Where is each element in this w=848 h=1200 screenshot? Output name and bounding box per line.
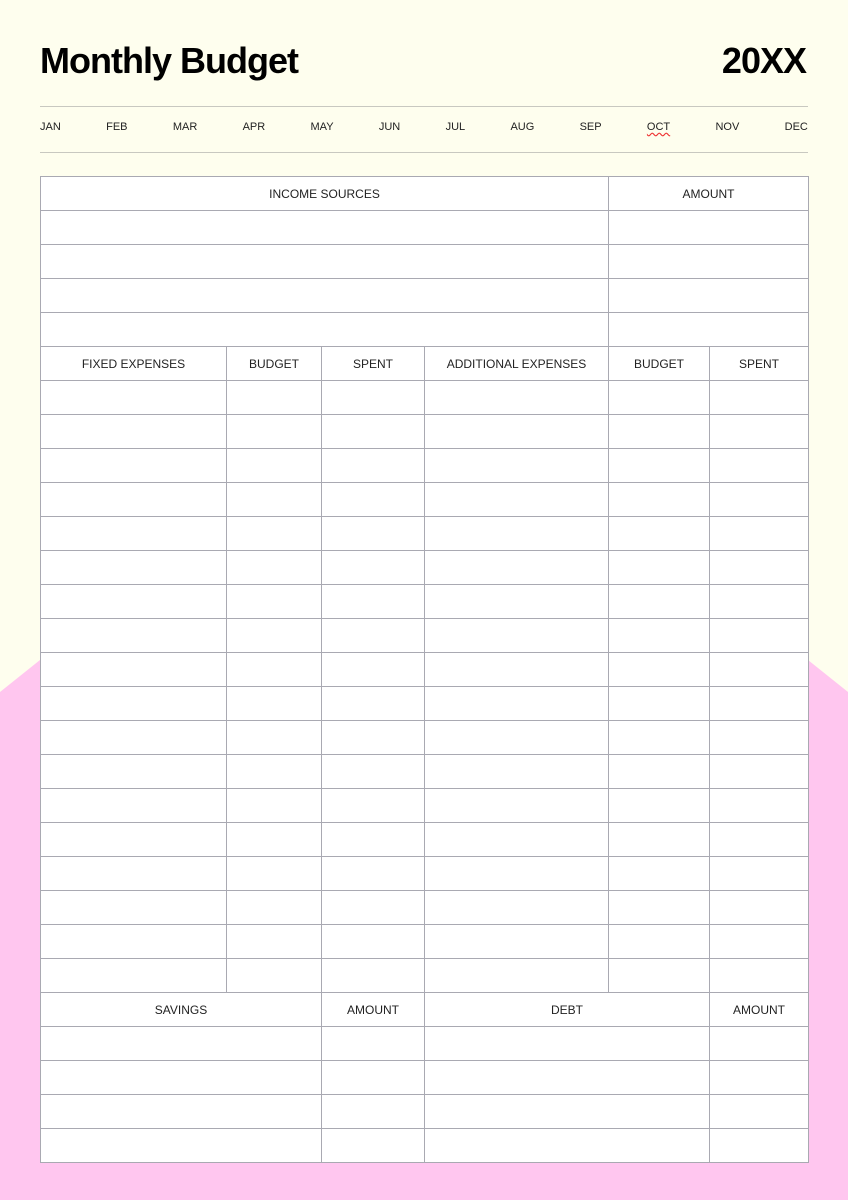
debt-amount-cell[interactable] xyxy=(710,1129,809,1163)
additional-expense-cell[interactable] xyxy=(425,959,609,993)
fixed-expense-cell[interactable] xyxy=(41,619,227,653)
month-aug[interactable]: AUG xyxy=(510,121,535,133)
income-amount-cell[interactable] xyxy=(609,245,809,279)
additional-budget-cell[interactable] xyxy=(609,925,710,959)
fixed-expense-cell[interactable] xyxy=(41,585,227,619)
top-divider xyxy=(40,106,808,107)
additional-budget-cell[interactable] xyxy=(609,585,710,619)
additional-budget-cell[interactable] xyxy=(609,959,710,993)
expense-row xyxy=(41,789,809,823)
income-row xyxy=(41,279,809,313)
month-mar[interactable]: MAR xyxy=(172,121,198,133)
fixed-expense-cell[interactable] xyxy=(41,857,227,891)
month-selector xyxy=(40,121,808,137)
additional-budget-cell[interactable] xyxy=(609,619,710,653)
debt-cell[interactable] xyxy=(425,1027,710,1061)
fixed-budget-header: BUDGET xyxy=(227,347,322,381)
fixed-expense-cell[interactable] xyxy=(41,891,227,925)
savings-cell[interactable] xyxy=(41,1095,322,1129)
fixed-spent-cell[interactable] xyxy=(322,551,425,585)
fixed-spent-cell[interactable] xyxy=(322,857,425,891)
fixed-spent-cell[interactable] xyxy=(322,925,425,959)
fixed-expense-cell[interactable] xyxy=(41,755,227,789)
savings-debt-row xyxy=(41,1095,809,1129)
additional-spent-cell[interactable] xyxy=(710,857,809,891)
additional-expense-cell[interactable] xyxy=(425,687,609,721)
fixed-spent-header: SPENT xyxy=(322,347,425,381)
additional-spent-cell[interactable] xyxy=(710,449,809,483)
fixed-spent-cell[interactable] xyxy=(322,619,425,653)
income-source-cell[interactable] xyxy=(41,279,609,313)
savings-amount-cell[interactable] xyxy=(322,1129,425,1163)
additional-expense-cell[interactable] xyxy=(425,857,609,891)
income-row xyxy=(41,245,809,279)
fixed-expense-cell[interactable] xyxy=(41,381,227,415)
additional-budget-cell[interactable] xyxy=(609,687,710,721)
expense-row xyxy=(41,619,809,653)
additional-budget-cell[interactable] xyxy=(609,415,710,449)
additional-budget-cell[interactable] xyxy=(609,483,710,517)
fixed-spent-cell[interactable] xyxy=(322,687,425,721)
fixed-budget-cell[interactable] xyxy=(227,789,322,823)
additional-budget-cell[interactable] xyxy=(609,517,710,551)
fixed-spent-cell[interactable] xyxy=(322,517,425,551)
fixed-expense-cell[interactable] xyxy=(41,789,227,823)
fixed-budget-cell[interactable] xyxy=(227,551,322,585)
additional-spent-cell[interactable] xyxy=(710,415,809,449)
fixed-budget-cell[interactable] xyxy=(227,517,322,551)
income-source-cell[interactable] xyxy=(41,313,609,347)
fixed-expense-cell[interactable] xyxy=(41,551,227,585)
fixed-budget-cell[interactable] xyxy=(227,857,322,891)
month-sep[interactable]: SEP xyxy=(579,121,602,133)
fixed-expense-cell[interactable] xyxy=(41,925,227,959)
fixed-spent-cell[interactable] xyxy=(322,755,425,789)
income-header-row xyxy=(41,177,809,211)
fixed-budget-cell[interactable] xyxy=(227,823,322,857)
fixed-spent-cell[interactable] xyxy=(322,449,425,483)
additional-expense-cell[interactable] xyxy=(425,517,609,551)
debt-header: DEBT xyxy=(425,993,710,1027)
fixed-budget-cell[interactable] xyxy=(227,755,322,789)
debt-cell[interactable] xyxy=(425,1061,710,1095)
fixed-spent-cell[interactable] xyxy=(322,891,425,925)
expense-row xyxy=(41,381,809,415)
additional-spent-cell[interactable] xyxy=(710,891,809,925)
fixed-spent-cell[interactable] xyxy=(322,415,425,449)
fixed-spent-cell[interactable] xyxy=(322,585,425,619)
year-label: 20XX xyxy=(721,40,806,81)
fixed-spent-cell[interactable] xyxy=(322,721,425,755)
fixed-budget-cell[interactable] xyxy=(227,721,322,755)
fixed-expense-cell[interactable] xyxy=(41,823,227,857)
savings-amount-cell[interactable] xyxy=(322,1027,425,1061)
expense-row xyxy=(41,925,809,959)
income-amount-cell[interactable] xyxy=(609,279,809,313)
income-row xyxy=(41,211,809,245)
fixed-spent-cell[interactable] xyxy=(322,789,425,823)
additional-spent-cell[interactable] xyxy=(710,823,809,857)
income-source-cell[interactable] xyxy=(41,211,609,245)
expense-row xyxy=(41,823,809,857)
fixed-spent-cell[interactable] xyxy=(322,483,425,517)
fixed-expense-cell[interactable] xyxy=(41,517,227,551)
fixed-expense-cell[interactable] xyxy=(41,483,227,517)
fixed-budget-cell[interactable] xyxy=(227,585,322,619)
additional-budget-cell[interactable] xyxy=(609,789,710,823)
fixed-expense-cell[interactable] xyxy=(41,653,227,687)
additional-expense-cell[interactable] xyxy=(425,925,609,959)
month-nov[interactable]: NOV xyxy=(715,121,740,133)
fixed-budget-cell[interactable] xyxy=(227,415,322,449)
savings-debt-row xyxy=(41,1027,809,1061)
month-apr[interactable]: APR xyxy=(242,121,266,133)
additional-expense-cell[interactable] xyxy=(425,653,609,687)
expense-row xyxy=(41,891,809,925)
additional-expense-cell[interactable] xyxy=(425,483,609,517)
additional-budget-cell[interactable] xyxy=(609,755,710,789)
additional-spent-cell[interactable] xyxy=(710,653,809,687)
savings-debt-row xyxy=(41,1129,809,1163)
month-jul[interactable]: JUL xyxy=(445,121,466,133)
expense-row xyxy=(41,415,809,449)
additional-budget-cell[interactable] xyxy=(609,653,710,687)
month-jun[interactable]: JUN xyxy=(378,121,401,133)
expenses-header-row xyxy=(41,347,809,381)
fixed-budget-cell[interactable] xyxy=(227,891,322,925)
budget-table xyxy=(40,176,809,1163)
savings-cell[interactable] xyxy=(41,1061,322,1095)
additional-budget-cell[interactable] xyxy=(609,551,710,585)
page-title: Monthly Budget xyxy=(40,40,298,81)
savings-amount-header: AMOUNT xyxy=(322,993,425,1027)
additional-spent-cell[interactable] xyxy=(710,959,809,993)
additional-expense-cell[interactable] xyxy=(425,891,609,925)
fixed-budget-cell[interactable] xyxy=(227,687,322,721)
additional-expense-cell[interactable] xyxy=(425,449,609,483)
additional-spent-cell[interactable] xyxy=(710,619,809,653)
fixed-expense-cell[interactable] xyxy=(41,415,227,449)
month-jan[interactable]: JAN xyxy=(40,121,61,133)
fixed-expenses-header: FIXED EXPENSES xyxy=(41,347,227,381)
expense-row xyxy=(41,687,809,721)
additional-spent-cell[interactable] xyxy=(710,585,809,619)
fixed-spent-cell[interactable] xyxy=(322,381,425,415)
month-dec[interactable]: DEC xyxy=(784,121,808,133)
savings-header: SAVINGS xyxy=(41,993,322,1027)
additional-spent-header: SPENT xyxy=(710,347,809,381)
additional-expense-cell[interactable] xyxy=(425,619,609,653)
fixed-budget-cell[interactable] xyxy=(227,381,322,415)
expense-row xyxy=(41,483,809,517)
income-amount-cell[interactable] xyxy=(609,211,809,245)
debt-cell[interactable] xyxy=(425,1129,710,1163)
additional-expense-cell[interactable] xyxy=(425,755,609,789)
month-feb[interactable]: FEB xyxy=(106,121,128,133)
debt-amount-cell[interactable] xyxy=(710,1095,809,1129)
savings-cell[interactable] xyxy=(41,1027,322,1061)
fixed-spent-cell[interactable] xyxy=(322,959,425,993)
month-oct[interactable]: OCT xyxy=(646,121,671,133)
additional-spent-cell[interactable] xyxy=(710,517,809,551)
expense-row xyxy=(41,517,809,551)
income-source-cell[interactable] xyxy=(41,245,609,279)
expense-row xyxy=(41,551,809,585)
additional-expense-cell[interactable] xyxy=(425,415,609,449)
fixed-expense-cell[interactable] xyxy=(41,721,227,755)
bottom-divider xyxy=(40,152,808,153)
income-amount-cell[interactable] xyxy=(609,313,809,347)
month-may[interactable]: MAY xyxy=(310,121,334,133)
fixed-budget-cell[interactable] xyxy=(227,483,322,517)
income-sources-header: INCOME SOURCES xyxy=(41,177,609,211)
expense-row xyxy=(41,653,809,687)
additional-spent-cell[interactable] xyxy=(710,789,809,823)
fixed-expense-cell[interactable] xyxy=(41,449,227,483)
expense-row xyxy=(41,755,809,789)
fixed-expense-cell[interactable] xyxy=(41,687,227,721)
additional-budget-cell[interactable] xyxy=(609,721,710,755)
additional-expense-cell[interactable] xyxy=(425,551,609,585)
additional-expense-cell[interactable] xyxy=(425,823,609,857)
fixed-budget-cell[interactable] xyxy=(227,925,322,959)
savings-debt-header-row xyxy=(41,993,809,1027)
additional-budget-cell[interactable] xyxy=(609,823,710,857)
savings-debt-row xyxy=(41,1061,809,1095)
additional-spent-cell[interactable] xyxy=(710,687,809,721)
debt-amount-header: AMOUNT xyxy=(710,993,809,1027)
expense-row xyxy=(41,721,809,755)
additional-budget-cell[interactable] xyxy=(609,857,710,891)
income-row xyxy=(41,313,809,347)
additional-expenses-header: ADDITIONAL EXPENSES xyxy=(425,347,609,381)
fixed-budget-cell[interactable] xyxy=(227,653,322,687)
income-amount-header: AMOUNT xyxy=(609,177,809,211)
debt-amount-cell[interactable] xyxy=(710,1027,809,1061)
fixed-spent-cell[interactable] xyxy=(322,823,425,857)
additional-spent-cell[interactable] xyxy=(710,721,809,755)
expense-row xyxy=(41,857,809,891)
savings-amount-cell[interactable] xyxy=(322,1061,425,1095)
additional-spent-cell[interactable] xyxy=(710,925,809,959)
additional-expense-cell[interactable] xyxy=(425,721,609,755)
fixed-spent-cell[interactable] xyxy=(322,653,425,687)
savings-cell[interactable] xyxy=(41,1129,322,1163)
additional-expense-cell[interactable] xyxy=(425,789,609,823)
additional-expense-cell[interactable] xyxy=(425,381,609,415)
additional-spent-cell[interactable] xyxy=(710,483,809,517)
additional-budget-cell[interactable] xyxy=(609,891,710,925)
expense-row xyxy=(41,959,809,993)
additional-expense-cell[interactable] xyxy=(425,585,609,619)
fixed-budget-cell[interactable] xyxy=(227,959,322,993)
savings-amount-cell[interactable] xyxy=(322,1095,425,1129)
debt-cell[interactable] xyxy=(425,1095,710,1129)
fixed-budget-cell[interactable] xyxy=(227,619,322,653)
expense-row xyxy=(41,585,809,619)
additional-spent-cell[interactable] xyxy=(710,381,809,415)
expense-row xyxy=(41,449,809,483)
additional-budget-header: BUDGET xyxy=(609,347,710,381)
fixed-expense-cell[interactable] xyxy=(41,959,227,993)
debt-amount-cell[interactable] xyxy=(710,1061,809,1095)
additional-budget-cell[interactable] xyxy=(609,449,710,483)
additional-spent-cell[interactable] xyxy=(710,755,809,789)
additional-budget-cell[interactable] xyxy=(609,381,710,415)
additional-spent-cell[interactable] xyxy=(710,551,809,585)
fixed-budget-cell[interactable] xyxy=(227,449,322,483)
